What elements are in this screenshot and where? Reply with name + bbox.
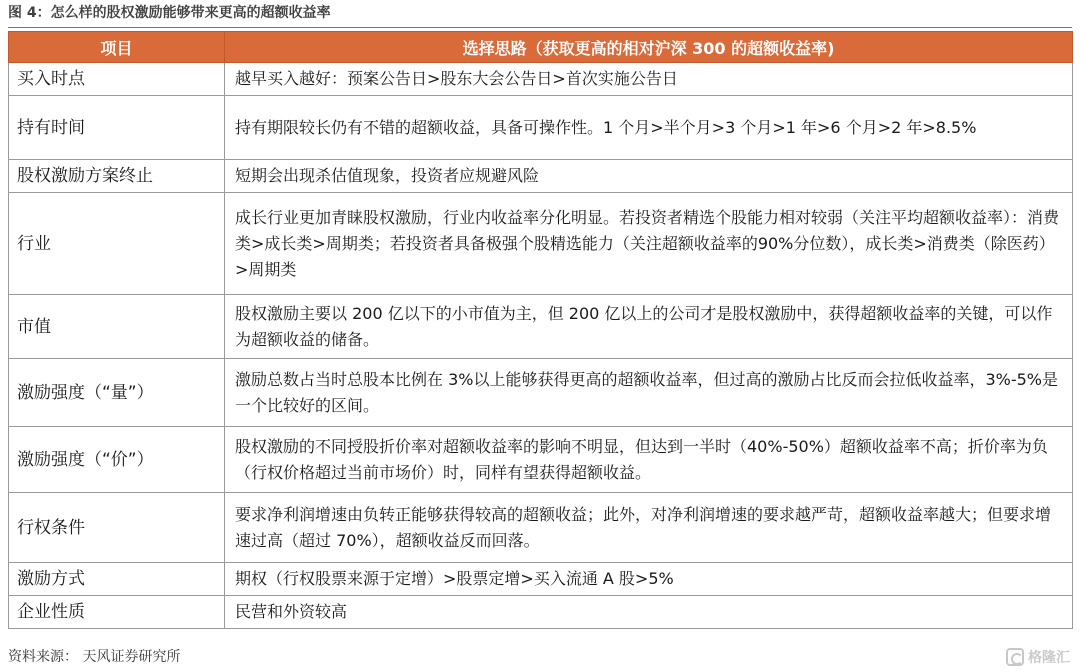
row-description: 股权激励的不同授股折价率对超额收益率的影响不明显，但达到一半时（40%-50%）超额收益率不高；折价率为负（行权价格超过当前市场价）时，同样有望获得超额收益。 [225, 427, 1073, 493]
row-description: 股权激励主要以 200 亿以下的小市值为主，但 200 亿以上的公司才是股权激励中，获得超额收益率的关键，可以作为超额收益的储备。 [225, 295, 1073, 359]
header-approach: 选择思路（获取更高的相对沪深 300 的超额收益率) [225, 32, 1073, 63]
row-description: 短期会出现杀估值现象，投资者应规避风险 [225, 160, 1073, 193]
title-rule [8, 27, 1072, 28]
table-row [9, 193, 1073, 295]
strategy-table [8, 31, 1073, 629]
table-row [9, 96, 1073, 160]
table-row [9, 63, 1073, 96]
source-note: 资料来源： 天风证券研究所 [8, 649, 181, 665]
row-item-label: 激励强度（“量”） [9, 359, 225, 427]
table-row [9, 160, 1073, 193]
row-item-label: 股权激励方案终止 [9, 160, 225, 193]
watermark-text: 格隆汇 [1028, 650, 1070, 666]
row-description: 要求净利润增速由负转正能够获得较高的超额收益；此外，对净利润增速的要求越严苛，超额收益率越大；但要求增速过高（超过 70%），超额收益反而回落。 [225, 493, 1073, 563]
table-header-row [9, 32, 1073, 63]
header-item: 项目 [9, 32, 225, 63]
row-item-label: 行权条件 [9, 493, 225, 563]
table-row [9, 295, 1073, 359]
row-item-label: 行业 [9, 193, 225, 295]
row-item-label: 企业性质 [9, 596, 225, 629]
figure-title: 图 4：怎么样的股权激励能够带来更高的超额收益率 [8, 5, 331, 21]
table-row [9, 563, 1073, 596]
row-description: 持有期限较长仍有不错的超额收益，具备可操作性。1 个月>半个月>3 个月>1 年>6 个月>2 年>8.5% [225, 96, 1073, 160]
table-row [9, 427, 1073, 493]
row-description: 成长行业更加青睐股权激励，行业内收益率分化明显。若投资者精选个股能力相对较弱（关注平均超额收益率）：消费类>成长类>周期类；若投资者具备极强个股精选能力（关注超额收益率的90%分位数），成长类>消费类（除医药）>周期类 [225, 193, 1073, 295]
table-row [9, 596, 1073, 629]
row-description: 期权（行权股票来源于定增）>股票定增>买入流通 A 股>5% [225, 563, 1073, 596]
row-item-label: 市值 [9, 295, 225, 359]
watermark-logo-icon [1006, 648, 1024, 666]
table-row [9, 359, 1073, 427]
row-item-label: 激励强度（“价”） [9, 427, 225, 493]
row-item-label: 持有时间 [9, 96, 225, 160]
row-description: 越早买入越好：预案公告日>股东大会公告日>首次实施公告日 [225, 63, 1073, 96]
row-description: 激励总数占当时总股本比例在 3%以上能够获得更高的超额收益率，但过高的激励占比反而会拉低收益率，3%-5%是一个比较好的区间。 [225, 359, 1073, 427]
row-item-label: 买入时点 [9, 63, 225, 96]
watermark [1006, 646, 1070, 668]
table-row [9, 493, 1073, 563]
row-item-label: 激励方式 [9, 563, 225, 596]
row-description: 民营和外资较高 [225, 596, 1073, 629]
